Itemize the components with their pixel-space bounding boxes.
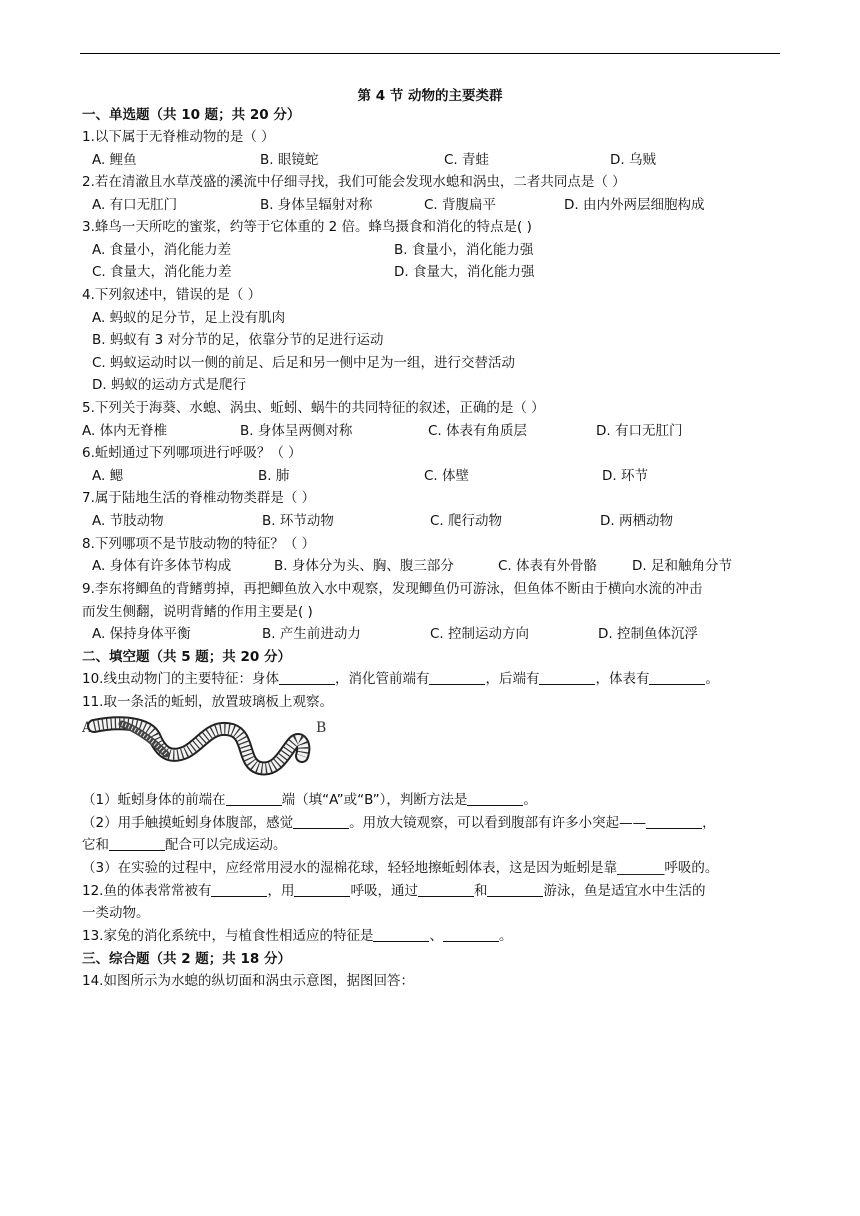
question-4-stem: 4.下列叙述中，错误的是（ ） (82, 287, 262, 303)
q12-text-d: 和 (473, 883, 488, 899)
question-11-part-3: （3）在实验的过程中，应经常用浸水的湿棉花球，轻轻地擦蚯蚓体表，这是因为蚯蚓是靠_______呼吸的。 (82, 860, 719, 876)
question-9-stem-cont: 而发生侧翻，说明背鳍的作用主要是( ) (82, 604, 313, 620)
q1-option-c[interactable]: C. 青蛙 (444, 152, 490, 168)
q1-option-b[interactable]: B. 眼镜蛇 (260, 152, 319, 168)
question-11-part-1 (82, 791, 537, 809)
q5-option-b[interactable]: B. 身体呈两侧对称 (240, 423, 353, 439)
question-11-part-2 (82, 814, 716, 832)
question-5-stem: 5.下列关于海葵、水螅、涡虫、蚯蚓、蜗牛的共同特征的叙述，正确的是（ ） (82, 400, 545, 416)
q13-text-b: 、 (429, 928, 443, 944)
q9-option-a[interactable]: A. 保持身体平衡 (92, 626, 191, 642)
q12-text-a: 12.鱼的体表常常被有 (82, 883, 212, 899)
q11-p1-text-c: 。 (523, 792, 537, 808)
answer-blank[interactable] (109, 837, 165, 851)
q2-option-a[interactable]: A. 有口无肛门 (92, 197, 178, 213)
answer-blank[interactable] (443, 928, 499, 942)
question-2-stem: 2.若在清澈且水草茂盛的溪流中仔细寻找，我们可能会发现水螅和涡虫，二者共同点是（ ） (82, 174, 626, 190)
page-title: 第 4 节 动物的主要类群 (357, 88, 503, 104)
q12-text-b: ，用 (267, 883, 295, 899)
q11-p2-text-b: 。用放大镜观察，可以看到腹部有许多小突起—— (349, 815, 647, 831)
label-a: A (82, 720, 93, 736)
answer-blank[interactable] (418, 883, 474, 897)
answer-blank[interactable] (539, 671, 595, 685)
q11-p1-text-a: （1）蚯蚓身体的前端在 (82, 792, 226, 808)
q9-option-d[interactable]: D. 控制鱼体沉浮 (598, 626, 698, 642)
section-heading-fill-blank: 二、填空题（共 5 题；共 20 分） (82, 649, 291, 665)
q12-text-e: 游泳，鱼是适宜水中生活的 (543, 883, 706, 899)
question-12-cont: 一类动物。 (82, 905, 150, 921)
q2-option-d[interactable]: D. 由内外两层细胞构成 (564, 197, 705, 213)
question-13 (82, 927, 512, 945)
q4-option-b[interactable]: B. 蚂蚁有 3 对分节的足，依靠分节的足进行运动 (92, 332, 384, 348)
q10-text-d: ，体表有 (595, 671, 650, 687)
q6-option-b[interactable]: B. 肺 (258, 468, 290, 484)
q1-option-a[interactable]: A. 鲤鱼 (92, 152, 137, 168)
question-11-stem: 11.取一条活的蚯蚓，放置玻璃板上观察。 (82, 694, 333, 710)
q11-p2-text-d: 它和 (82, 837, 109, 853)
q12-text-c: 呼吸，通过 (350, 883, 418, 899)
question-3-stem: 3.蜂鸟一天所吃的蜜浆，约等于它体重的 2 倍。蜂鸟摄食和消化的特点是( ) (82, 219, 532, 235)
answer-blank[interactable] (646, 815, 702, 829)
q10-text-b: ，消化管前端有 (334, 671, 430, 687)
q6-option-a[interactable]: A. 鳃 (92, 468, 124, 484)
section-heading-comprehensive: 三、综合题（共 2 题；共 18 分） (82, 951, 291, 967)
q2-option-b[interactable]: B. 身体呈辐射对称 (260, 197, 373, 213)
q11-p2-text-a: （2）用手触摸蚯蚓身体腹部，感觉 (82, 815, 294, 831)
q10-text-e: 。 (705, 671, 719, 687)
q11-p2-text-e: 配合可以完成运动。 (165, 837, 287, 853)
q2-option-c[interactable]: C. 背腹扁平 (424, 197, 497, 213)
q5-option-a[interactable]: A. 体内无脊椎 (82, 423, 168, 439)
answer-blank[interactable] (467, 792, 523, 806)
q9-option-c[interactable]: C. 控制运动方向 (430, 626, 530, 642)
q8-option-d[interactable]: D. 足和触角分节 (632, 558, 732, 574)
answer-blank[interactable] (226, 792, 282, 806)
q5-option-d[interactable]: D. 有口无肛门 (596, 423, 683, 439)
earthworm-figure (82, 714, 332, 784)
answer-blank[interactable] (649, 671, 705, 685)
q10-text-a: 10.线虫动物门的主要特征：身体 (82, 671, 279, 687)
question-11-part-2-cont (82, 836, 287, 854)
q7-option-b[interactable]: B. 环节动物 (262, 513, 334, 529)
q4-option-c[interactable]: C. 蚂蚁运动时以一侧的前足、后足和另一侧中足为一组，进行交替活动 (92, 355, 516, 371)
q3-option-b[interactable]: B. 食量小，消化能力强 (394, 242, 534, 258)
question-8-stem: 8.下列哪项不是节肢动物的特征？（ ） (82, 536, 316, 552)
q6-option-c[interactable]: C. 体壁 (424, 468, 470, 484)
answer-blank[interactable] (373, 928, 429, 942)
q13-text-a: 13.家兔的消化系统中，与植食性相适应的特征是 (82, 928, 374, 944)
q3-option-a[interactable]: A. 食量小，消化能力差 (92, 242, 232, 258)
q7-option-d[interactable]: D. 两栖动物 (600, 513, 673, 529)
q10-text-c: ，后端有 (485, 671, 540, 687)
question-9-stem: 9.李东将鲫鱼的背鳍剪掉，再把鲫鱼放入水中观察，发现鲫鱼仍可游泳，但鱼体不断由于横向水流的冲击 (82, 581, 703, 597)
q7-option-a[interactable]: A. 节肢动物 (92, 513, 164, 529)
answer-blank[interactable] (429, 671, 485, 685)
q4-option-a[interactable]: A. 蚂蚁的足分节，足上没有肌肉 (92, 310, 286, 326)
section-heading-single-choice: 一、单选题（共 10 题；共 20 分） (82, 107, 301, 123)
header-rule (80, 53, 780, 54)
answer-blank[interactable] (211, 883, 267, 897)
answer-blank[interactable] (294, 883, 350, 897)
q3-option-c[interactable]: C. 食量大，消化能力差 (92, 264, 232, 280)
q8-option-c[interactable]: C. 体表有外骨骼 (498, 558, 598, 574)
answer-blank[interactable] (487, 883, 543, 897)
q1-option-d[interactable]: D. 乌贼 (610, 152, 656, 168)
q5-option-c[interactable]: C. 体表有角质层 (428, 423, 528, 439)
answer-blank[interactable] (293, 815, 349, 829)
q11-p2-text-c: ， (702, 815, 716, 831)
question-1-stem: 1.以下属于无脊椎动物的是（ ） (82, 129, 275, 145)
q11-p1-text-b: 端（填“A”或“B”），判断方法是 (281, 792, 468, 808)
q3-option-d[interactable]: D. 食量大，消化能力强 (394, 264, 535, 280)
q4-option-d[interactable]: D. 蚂蚁的运动方式是爬行 (92, 377, 246, 393)
q13-text-c: 。 (498, 928, 513, 944)
q8-option-a[interactable]: A. 身体有许多体节构成 (92, 558, 232, 574)
question-12 (82, 882, 705, 900)
question-6-stem: 6.蚯蚓通过下列哪项进行呼吸？（ ） (82, 445, 302, 461)
q7-option-c[interactable]: C. 爬行动物 (430, 513, 503, 529)
q6-option-d[interactable]: D. 环节 (602, 468, 648, 484)
label-b: B (316, 720, 327, 736)
question-14-stem: 14.如图所示为水螅的纵切面和涡虫示意图，据图回答： (82, 973, 414, 989)
question-10 (82, 670, 719, 688)
question-7-stem: 7.属于陆地生活的脊椎动物类群是（ ） (82, 490, 316, 506)
answer-blank[interactable] (279, 671, 335, 685)
q9-option-b[interactable]: B. 产生前进动力 (262, 626, 361, 642)
q8-option-b[interactable]: B. 身体分为头、胸、腹三部分 (274, 558, 454, 574)
